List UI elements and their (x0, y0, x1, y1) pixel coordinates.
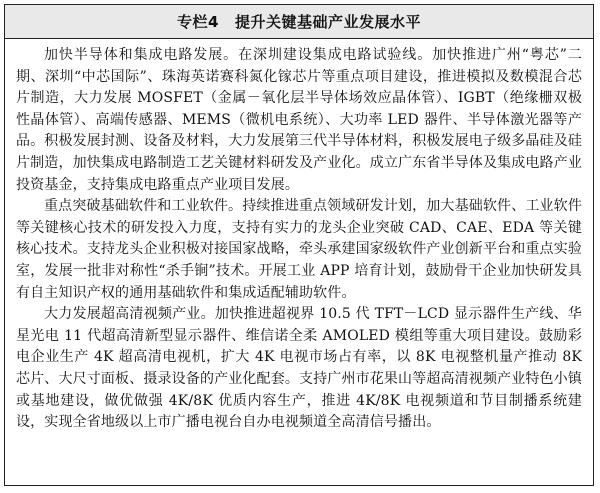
box-title-text: 提升关键基础产业发展水平 (234, 13, 421, 31)
box-title-number: 专栏4 (177, 13, 219, 31)
info-box (4, 4, 594, 486)
box-header (5, 5, 593, 39)
box-title (177, 11, 421, 32)
paragraph-semiconductor: 加快半导体和集成电路发展。在深圳建设集成电路试验线。加快推进广州“粤芯”二期、深圳“中芯国际”、珠海英诺赛科氮化镓芯片等重点项目建设，推进模拟及数模混合芯片制造，大力发展 MOSFET（金属－氧化层半导体场效应晶体管）、IGBT（绝缘栅双极性晶体管）、高端传感器、MEMS（微机电系统）、大功率 LED 器件、半导体激光器等产品。积极发展封测、设备及材料，大力发展第三代半导体材料，积极发展电子级多晶硅及硅片制造，加快集成电路制造工艺关键材料研发及产业化。成立广东省半导体及集成电路产业投资基金，支持集成电路重点产业项目发展。 (16, 47, 582, 193)
paragraph-video: 大力发展超高清视频产业。加快推进超视界 10.5 代 TFT－LCD 显示器件生产线、华星光电 11 代超高清新型显示器件、维信诺全柔 AMOLED 模组等重大项目建设。鼓励彩电企业生产 4K 超高清电视机，扩大 4K 电视市场占有率，以 8K 电视整机量产推动 8K 芯片、大尺寸面板、摄录设备的产业化配套。支持广州市花果山等超高清视频产业特色小镇或基地建设，做优做强 4K/8K 优质内容生产，推进 4K/8K 电视频道和节目制播系统建设，实现全省地级以上市广播电视台自办电视频道全高清信号播出。 (16, 306, 582, 431)
box-body (5, 39, 593, 434)
paragraph-software: 重点突破基础软件和工业软件。持续推进重点领域研发计划，加大基础软件、工业软件等关键核心技术的研发投入力度，支持有实力的龙头企业突破 CAD、CAE、EDA 等关键核心技术。支持龙头企业积极对接国家战略，牵头承建国家级软件产业创新平台和重点实验室，发展一批非对称性“杀手锏”技术。开展工业 APP 培育计划，鼓励骨干企业加快研发具有自主知识产权的通用基础软件和集成适配辅助软件。 (16, 198, 582, 301)
